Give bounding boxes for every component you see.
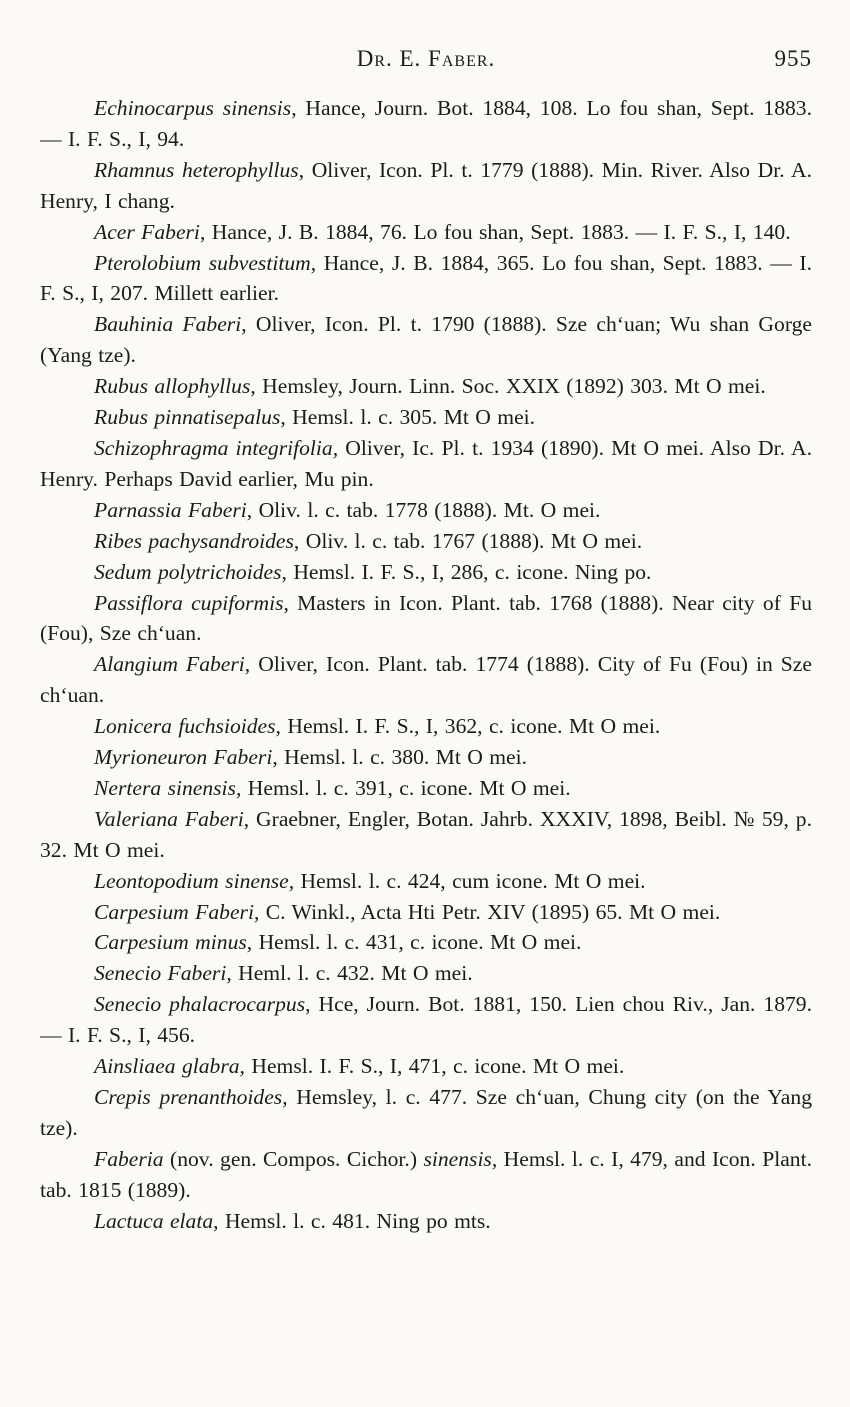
- taxon-name: Echinocarpus sinensis: [94, 96, 292, 120]
- entry: [40, 773, 812, 804]
- entry-text: , Masters in Icon. Plant. tab. 1768 (1888). Near city of Fu (Fou), Sze ch‘uan.: [40, 590, 812, 646]
- entry: [40, 526, 812, 557]
- entry: [40, 433, 812, 495]
- taxon-name: Lactuca elata: [94, 1208, 214, 1233]
- entry-text: (nov. gen. Compos. Cichor.): [163, 1146, 424, 1171]
- taxon-name: Nertera sinensis: [94, 775, 236, 800]
- entry: [40, 217, 812, 248]
- taxon-name: Ribes pachysandroides: [94, 528, 294, 553]
- entry: [40, 1206, 812, 1237]
- entry: [40, 557, 812, 588]
- entry-text: , Graebner, Engler, Botan. Jahrb. XXXIV, 1898, Beibl. № 59, p. 32. Mt O mei.: [40, 806, 812, 862]
- taxon-name: Faberia: [94, 1146, 164, 1171]
- entry-text: , Hemsl. l. c. 380. Mt O mei.: [272, 745, 528, 770]
- entry: [40, 1051, 812, 1082]
- entry-text: , Hance, J. B. 1884, 76. Lo fou shan, Sept. 1883. — I. F. S., I, 140.: [199, 219, 791, 244]
- entry-text: Hemsl. I. F. S., I, 471, c. icone. Mt O mei.: [244, 1054, 625, 1079]
- taxon-name: Passiflora cupiformis: [94, 590, 284, 615]
- entry: [40, 309, 812, 371]
- entry-text: , Hemsl. l. c. 305. Mt O mei.: [280, 405, 536, 430]
- taxon-name: Alangium Faberi: [94, 652, 245, 677]
- taxon-name: Rubus allophyllus: [94, 374, 251, 399]
- entry: [40, 927, 812, 958]
- entry: [40, 1144, 812, 1206]
- entry-text: , Hance, Journ. Bot. 1884, 108. Lo fou shan, Sept. 1883. — I. F. S., I, 94.: [40, 96, 812, 151]
- entry: [40, 866, 812, 897]
- taxon-name: Carpesium minus: [94, 930, 247, 955]
- entry-text: , Hemsl. l. c. 391, c. icone. Mt O mei.: [235, 775, 571, 800]
- entry: [40, 248, 812, 310]
- entry-text: Hemsl. l. c. 424, cum icone. Mt O mei.: [294, 868, 646, 893]
- taxon-name: Bauhinia Faberi: [94, 312, 242, 337]
- entry: [40, 958, 812, 989]
- taxon-name: Rhamnus heterophyllus: [94, 157, 299, 182]
- entry-text: , Hemsl. I. F. S., I, 286, c. icone. Ning po.: [281, 559, 652, 584]
- entry: [40, 711, 812, 742]
- taxon-name: Ainsliaea glabra,: [94, 1054, 245, 1079]
- entry: [40, 649, 812, 711]
- taxon-name: Sedum polytrichoides: [94, 559, 282, 584]
- taxon-name: Lonicera fuchsioides: [94, 714, 276, 739]
- header-title: Dr. E. Faber.: [356, 46, 496, 71]
- entry-text: , Oliver, Icon. Plant. tab. 1774 (1888). City of Fu (Fou) in Sze ch‘uan.: [40, 652, 812, 708]
- entry: [40, 402, 812, 433]
- taxon-name: Rubus pinnatisepalus: [94, 405, 281, 430]
- taxon-name: Acer Faberi: [94, 219, 200, 244]
- taxon-name: Myrioneuron Faberi: [94, 745, 273, 770]
- taxon-name: Crepis prenanthoides: [94, 1085, 283, 1109]
- entry-text: , Hemsl. I. F. S., I, 362, c. icone. Mt O mei.: [275, 714, 661, 739]
- taxon-name: Schizophragma integrifolia,: [94, 435, 339, 460]
- taxon-name: Parnassia Faberi: [94, 497, 247, 522]
- running-head: [40, 46, 812, 76]
- entry-text: , Oliver, Icon. Pl. t. 1779 (1888). Min. River. Also Dr. A. Henry, I chang.: [40, 157, 813, 213]
- entry: [40, 742, 812, 773]
- entry-text: , Heml. l. c. 432. Mt O mei.: [226, 961, 473, 986]
- taxon-name: Senecio phalacrocarpus: [94, 992, 306, 1017]
- entry: [40, 588, 812, 650]
- entry: [40, 1082, 812, 1144]
- entry-text: Oliver, Ic. Pl. t. 1934 (1890). Mt O mei. Also Dr. A. Henry. Perhaps David earlier, Mu pin.: [40, 435, 812, 491]
- taxon-name: Leontopodium sinense,: [94, 868, 295, 893]
- entry-text: , Hce, Journ. Bot. 1881, 150. Lien chou Riv., Jan. 1879. — I. F. S., I, 456.: [40, 992, 812, 1048]
- entry: [40, 495, 812, 526]
- taxon-name: Valeriana Faberi: [94, 806, 244, 831]
- page-number: 955: [774, 46, 812, 71]
- entry-text: , Hemsley, Journ. Linn. Soc. XXIX (1892) 303. Mt O mei.: [250, 374, 766, 399]
- taxon-name: Senecio Faberi: [94, 961, 227, 986]
- entry-text: , Hemsl. l. c. 431, c. icone. Mt O mei.: [246, 930, 582, 955]
- entry-text: , Hemsl. l. c. 481. Ning po mts.: [213, 1208, 491, 1233]
- entry: [40, 989, 812, 1051]
- entry-text: , Oliv. l. c. tab. 1767 (1888). Mt O mei.: [293, 528, 643, 553]
- taxon-epithet: sinensis,: [423, 1146, 498, 1171]
- entry-text: Hemsl. l. c. I, 479, and Icon. Plant. tab. 1815 (1889).: [40, 1146, 812, 1202]
- entry: [40, 371, 812, 402]
- taxon-name: Carpesium Faberi: [94, 899, 254, 924]
- entry-text: , Hemsley, l. c. 477. Sze ch‘uan, Chung city (on the Yang tze).: [40, 1085, 812, 1140]
- entry-text: , Hance, J. B. 1884, 365. Lo fou shan, Sept. 1883. — I. F. S., I, 207. Millett earlier.: [40, 250, 813, 306]
- entry: [40, 804, 812, 866]
- entry: [40, 155, 812, 217]
- entry: [40, 897, 812, 928]
- entry-text: , C. Winkl., Acta Hti Petr. XIV (1895) 65. Mt O mei.: [253, 899, 721, 924]
- entry-text: , Oliv. l. c. tab. 1778 (1888). Mt. O mei.: [246, 497, 601, 522]
- entry-text: , Oliver, Icon. Pl. t. 1790 (1888). Sze ch‘uan; Wu shan Gorge (Yang tze).: [40, 312, 812, 368]
- taxon-name: Pterolobium subvestitum: [94, 250, 311, 275]
- entry: [40, 93, 812, 155]
- body-text: [40, 93, 812, 1237]
